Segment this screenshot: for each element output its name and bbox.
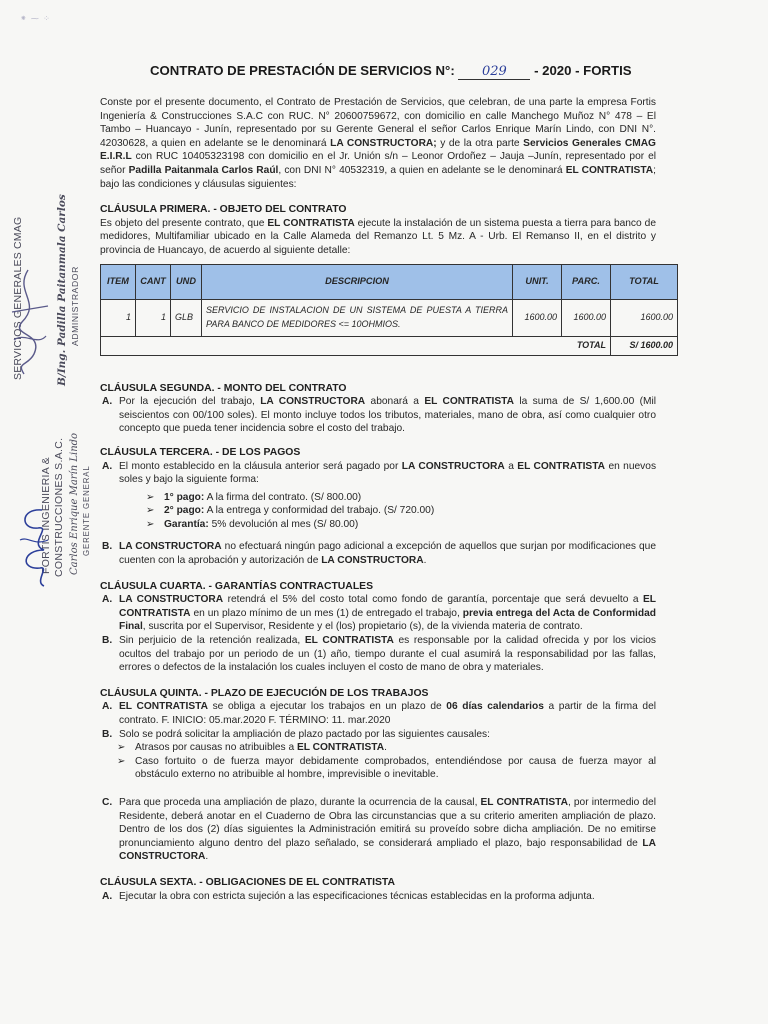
clause4-b-text xyxy=(119,634,656,675)
clause4-item-a xyxy=(100,593,656,634)
clause4-letter-a: A. xyxy=(102,594,113,606)
payment-3-detail: 5% devolución al mes (S/ 80.00) xyxy=(208,518,359,530)
cell-unit: 1600.00 xyxy=(513,299,562,336)
c3a-t2: a xyxy=(504,460,518,472)
total-value: S/ 1600.00 xyxy=(611,336,678,355)
clause2-item-a xyxy=(100,395,656,436)
clause3-item-a xyxy=(100,460,656,487)
c2a-b1: LA CONSTRUCTORA xyxy=(260,396,366,408)
cell-und: GLB xyxy=(171,299,202,336)
payment-3-text xyxy=(164,518,358,532)
fortis-stamp-line2: CONSTRUCCIONES S.A.C. xyxy=(53,437,65,577)
intro-paragraph xyxy=(100,96,656,191)
c4a-b1: LA CONSTRUCTORA xyxy=(119,594,224,606)
col-header-und: UND xyxy=(171,264,202,299)
clause5-b-text: Solo se podrá solicitar la ampliación de plazo pactado por las siguientes causales: xyxy=(119,728,490,740)
cell-item: 1 xyxy=(101,299,136,336)
corner-mark: ⁕ ⁓ ⁘ xyxy=(20,14,51,23)
intro-company-cmag: Servicios Generales CMAG E.I.R.L xyxy=(100,137,656,163)
clause3-a-text xyxy=(119,460,656,487)
clause5-item-b xyxy=(100,728,656,742)
c5a-t1: se obliga a ejecutar los trabajos en un plazo de xyxy=(207,701,447,713)
clause2-a-text xyxy=(119,395,656,436)
total-label: TOTAL xyxy=(101,336,611,355)
list-item xyxy=(146,518,656,532)
detail-table-header-row xyxy=(101,264,678,299)
c3b-b2: LA CONSTRUCTORA xyxy=(321,555,424,567)
cause-1-t2: . xyxy=(384,742,387,754)
clause1-paragraph xyxy=(100,217,656,258)
c4a-t2: en un plazo mínimo de un mes (1) de entregado el trabajo, xyxy=(190,607,463,619)
col-header-descripcion: DESCRIPCION xyxy=(202,264,513,299)
clause3-b-text xyxy=(119,540,656,567)
clause5-c-text xyxy=(119,796,656,864)
c2a-t3: la suma de S/ 1,600.00 (Mil seiscientos con 00/100 soles). El monto incluye todos los tributos, materiales, mano de obra, así como cualquier otro concepto que pueda tener incidencia sobre el costo del trabajo. xyxy=(119,396,657,435)
cell-cant: 1 xyxy=(136,299,171,336)
c3b-t1: no efectuará ningún pago adicional a excepción de aquellos que surjan por modificaciones que cuenten con la aprobación y autorización de xyxy=(119,541,656,567)
c2a-b2: EL CONTRATISTA xyxy=(424,396,514,408)
c5c-t2: , por intermedio del Residente, deberá anotar en el Cuaderno de Obra las circunstancias que a su criterio ameriten ampliación de plazo. Dentro de los dos (2) días siguientes la Administración emitirá su proveído sobre dicha ampliación. De no emitirse pronunciamiento alguno dentro del plazo señalado, se considerará ampliado el plazo, bajo responsabilidad de xyxy=(119,796,656,849)
clause5-item-c xyxy=(100,796,656,864)
cmag-stamp-name: B/Ing. Padilla Paitanmala Carlos xyxy=(56,194,68,386)
payment-3-label: Garantía: xyxy=(164,518,209,530)
col-header-item: ITEM xyxy=(101,264,136,299)
clause1-text-1: Es objeto del presente contrato, que xyxy=(100,217,268,229)
c5c-b2: LA CONSTRUCTORA xyxy=(119,837,656,863)
c3a-b2: EL CONTRATISTA xyxy=(517,460,606,472)
col-header-total: TOTAL xyxy=(611,264,678,299)
clause2-letter-a: A. xyxy=(102,396,113,408)
c5c-t1: Para que proceda una ampliación de plazo, durante la ocurrencia de la causal, xyxy=(119,796,481,808)
clause5-letter-a: A. xyxy=(102,701,113,713)
fortis-stamp-line3: Carlos Enrique Marín Lindo xyxy=(69,432,80,575)
arrow-icon: ➢ xyxy=(146,491,155,503)
clause5-letter-b: B. xyxy=(102,728,113,740)
clause5-heading: CLÁUSULA QUINTA. - PLAZO DE EJECUCIÓN DE LOS TRABAJOS xyxy=(100,687,429,699)
signature-fortis xyxy=(14,500,54,590)
clause3-item-b xyxy=(100,540,656,567)
clause1-heading: CLÁUSULA PRIMERA. - OBJETO DEL CONTRATO xyxy=(100,204,347,216)
intro-text-1: Conste por el presente documento, el Contrato de Prestación de Servicios, que celebran, de una parte la empresa Fortis Ingeniería & Construcciones S.A.C con RUC. N° 20600759672, con domicilio en calle Manchego Muñoz N° 478 – El Tambo – Huancayo - Junín, representado por su Gerente General el señor Carlos Enrique Marín Lindo, con DNI N°. 42030628, a quien en adelante se le denominará xyxy=(100,97,656,149)
payment-2-label: 2° pago: xyxy=(164,505,205,517)
intro-text-2: y de la otra parte xyxy=(436,137,524,149)
intro-party-constructora: LA CONSTRUCTORA; xyxy=(330,137,437,149)
c4b-t1: Sin perjuicio de la retención realizada, xyxy=(119,635,305,647)
intro-representative: Padilla Paitanmala Carlos Raúl xyxy=(128,164,279,176)
cmag-stamp-company: SERVICIOS GENERALES CMAG xyxy=(12,216,24,380)
col-header-parc: PARC. xyxy=(562,264,611,299)
c3a-b1: LA CONSTRUCTORA xyxy=(401,460,505,472)
c5c-b1: EL CONTRATISTA xyxy=(480,796,568,808)
c4b-t2: es responsable por la calidad ofrecida y por los vicios ocultos del trabajo por un periodo de un (1) año, tiempo durante el cual asumirá la responsabilidad por las fallas, errores o defectos de la instalación los cuales incluyen el costo de mano de obra y materiales. xyxy=(119,635,656,674)
arrow-icon: ➢ xyxy=(117,755,126,767)
clause3-letter-b: B. xyxy=(102,541,113,553)
title-suffix: - 2020 - FORTIS xyxy=(534,63,632,78)
contract-number: 029 xyxy=(458,64,530,80)
intro-text-5: ; bajo las condiciones y cláusulas siguientes: xyxy=(100,164,656,190)
c2a-t1: Por la ejecución del trabajo, xyxy=(119,396,261,408)
clause1-party: EL CONTRATISTA xyxy=(267,217,355,229)
signature-cmag xyxy=(4,262,54,382)
c4b-b1: EL CONTRATISTA xyxy=(304,635,394,647)
clause5-letter-c: C. xyxy=(102,796,113,808)
c5a-t2: a partir de la firma del contrato. F. INICIO: 05.mar.2020 F. TÉRMINO: 11. mar.2020 xyxy=(119,701,657,726)
clause6-item-a xyxy=(100,890,656,904)
list-item xyxy=(117,741,656,755)
c5c-t3: . xyxy=(205,851,209,863)
payment-1-text xyxy=(164,491,361,505)
c4a-b2: EL CONTRATISTA xyxy=(119,594,657,619)
c3a-t3: en nuevos soles y bajo la siguiente forma: xyxy=(119,460,657,486)
clause5-a-text xyxy=(119,700,656,727)
c4a-b3: previa entrega del Acta de Conformidad Final xyxy=(119,607,656,633)
payment-1-label: 1° pago: xyxy=(164,491,205,503)
arrow-icon: ➢ xyxy=(146,518,155,530)
cell-parc: 1600.00 xyxy=(562,299,611,336)
cause-1-b1: EL CONTRATISTA xyxy=(296,742,385,754)
list-item xyxy=(117,755,656,782)
cause-2-text: Caso fortuito o de fuerza mayor debidamente comprobados, entendiéndose por causa de fuerza mayor al obstáculo externo no atribuible al hombre, imprevisible o inevitable. xyxy=(135,755,656,781)
clause4-a-text xyxy=(119,593,656,634)
c2a-t2: abonará a xyxy=(365,396,425,408)
c4a-t3: , suscrita por el Supervisor, Residente y el (los) propietario (s), de la vivienda materia de contrato. xyxy=(142,621,583,633)
clause4-item-b xyxy=(100,634,656,675)
cause-1-text xyxy=(135,741,387,755)
payment-1-detail: A la firma del contrato. (S/ 800.00) xyxy=(204,491,362,503)
clause6-letter-a: A. xyxy=(102,890,113,902)
clause6-a-text: Ejecutar la obra con estricta sujeción a las especificaciones técnicas establecidas en la proforma adjunta. xyxy=(119,890,595,902)
cause-1-t1: Atrasos por causas no atribuibles a xyxy=(135,742,297,754)
payment-2-detail: A la entrega y conformidad del trabajo. (S/ 720.00) xyxy=(204,505,435,517)
clause3-heading: CLÁUSULA TERCERA. - DE LOS PAGOS xyxy=(100,446,301,458)
title-prefix: CONTRATO DE PRESTACIÓN DE SERVICIOS N°: xyxy=(150,63,455,78)
c5a-b2: 06 días calendarios xyxy=(446,701,544,713)
clause3-letter-a: A. xyxy=(102,460,113,472)
clause6-heading: CLÁUSULA SEXTA. - OBLIGACIONES DE EL CONTRATISTA xyxy=(100,876,395,888)
fortis-stamp-line1: FORTIS INGENIERIA & xyxy=(40,457,52,574)
arrow-icon: ➢ xyxy=(146,505,155,517)
payment-2-text xyxy=(164,504,434,518)
c4a-t1: retendrá el 5% del costo total como fondo de garantía, porcentaje que será devuelto a xyxy=(223,594,643,606)
intro-party-contratista: EL CONTRATISTA xyxy=(565,164,654,176)
cell-total: 1600.00 xyxy=(611,299,678,336)
arrow-icon: ➢ xyxy=(117,742,126,754)
list-item xyxy=(146,491,656,505)
cmag-stamp-role: ADMINISTRADOR xyxy=(70,266,80,346)
cell-descripcion: SERVICIO DE INSTALACION DE UN SISTEMA DE PUESTA A TIERRA PARA BANCO DE MEDIDORES <= 10OHMIOS. xyxy=(202,299,513,336)
clause1-text-2: ejecute la instalación de un sistema puesta a tierra para banco de medidores, Multifamiliar ubicado en la Calle Alameda del Remanzo Lt. 5 Mz. A - Urb. El Remanso II, en el distrito y provincia de Huancayo, de acuerdo al siguiente detalle: xyxy=(100,217,657,256)
clause2-heading: CLÁUSULA SEGUNDA. - MONTO DEL CONTRATO xyxy=(100,382,347,394)
c5a-b1: EL CONTRATISTA xyxy=(119,701,208,713)
col-header-cant: CANT xyxy=(136,264,171,299)
fortis-stamp-line4: GERENTE GENERAL xyxy=(82,465,91,556)
clause4-heading: CLÁUSULA CUARTA. - GARANTÍAS CONTRACTUALES xyxy=(100,580,374,592)
list-item xyxy=(146,504,656,518)
table-row xyxy=(101,299,678,336)
detail-table xyxy=(100,264,678,356)
clause5-item-a xyxy=(100,700,656,727)
clause4-letter-b: B. xyxy=(102,635,113,647)
contract-title xyxy=(150,63,632,80)
intro-text-3: con RUC 10405323198 con domicilio en el Jr. Unión s/n – Leonor Ordoñez – Jauja –Junín, representado por el señor xyxy=(100,151,656,176)
c3a-t1: El monto establecido en la cláusula anterior será pagado por xyxy=(119,460,402,472)
intro-text-4: , con DNI N° 40532319, a quien en adelante se le denominará xyxy=(278,164,566,176)
contract-body xyxy=(100,96,673,903)
table-total-row xyxy=(101,336,678,355)
c3b-b1: LA CONSTRUCTORA xyxy=(119,541,222,553)
col-header-unit: UNIT. xyxy=(513,264,562,299)
c3b-t2: . xyxy=(423,555,427,567)
